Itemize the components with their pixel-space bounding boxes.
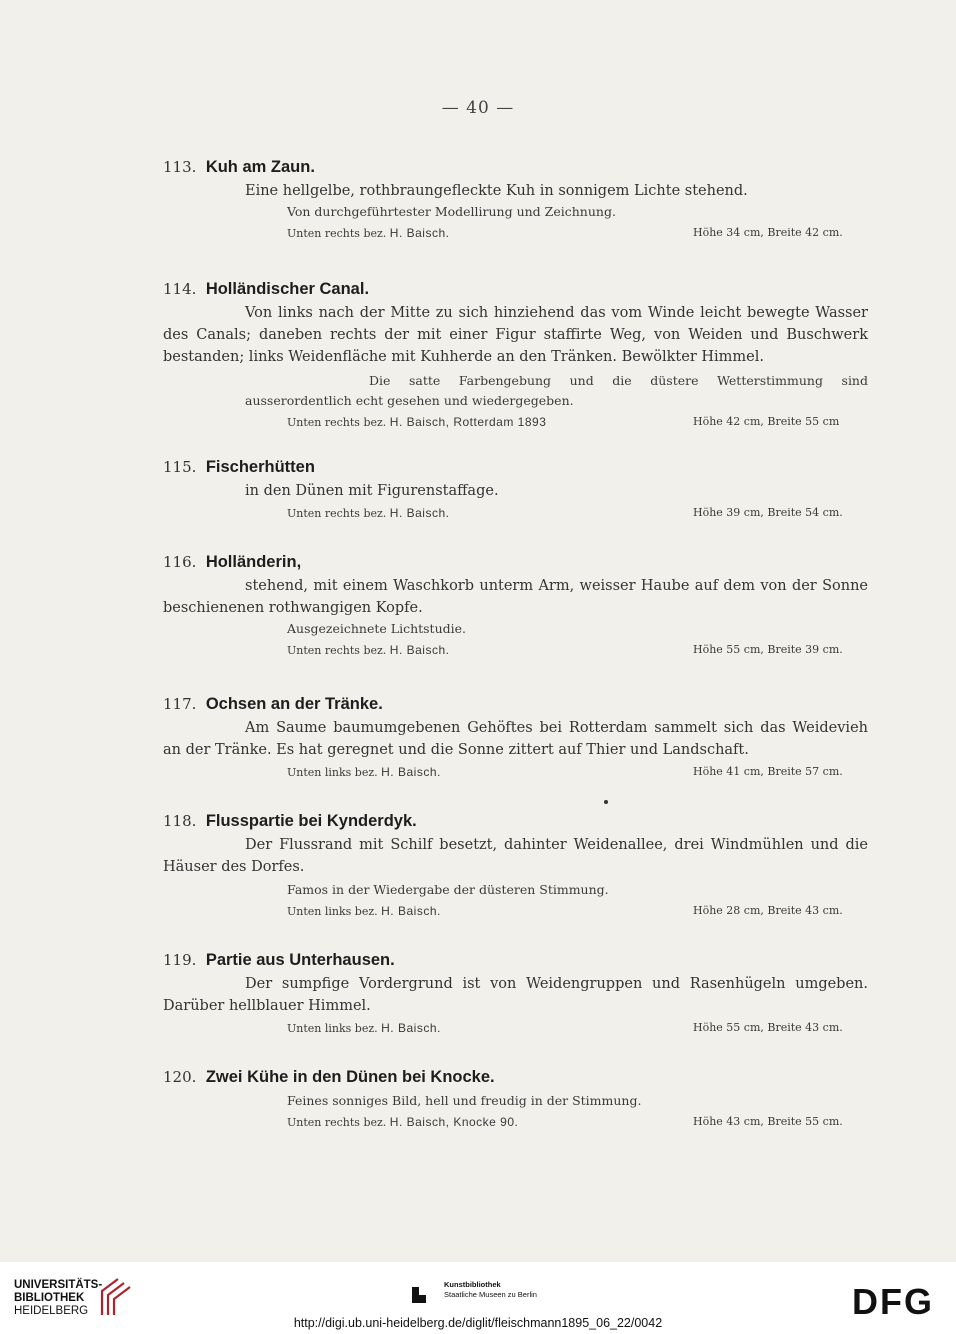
entry-note: Ausgezeichnete Lichtstudie. (287, 621, 466, 636)
entry-description (163, 717, 868, 761)
catalog-entry (163, 692, 868, 785)
entry-description (163, 180, 868, 202)
entry-description (163, 575, 868, 619)
signature-location: Unten rechts bez. (287, 416, 387, 429)
entry-description (163, 302, 868, 368)
entry-number: 116. (163, 553, 197, 571)
entry-number: 120. (163, 1068, 197, 1086)
entry-heading (163, 155, 868, 179)
entry-heading (163, 809, 868, 833)
dimensions: Höhe 43 cm, Breite 55 cm. (693, 1115, 843, 1128)
signature-location: Unten rechts bez. (287, 644, 387, 657)
dimensions: Höhe 28 cm, Breite 43 cm. (693, 904, 843, 917)
description-text: Von links nach der Mitte zu sich hinziehend das vom Winde leicht bewegte Wasser des Canals; daneben rechts der mit einer Figur staffirte Weg, von Weiden und Buschwerk bestanden; links Weidenfläche mit Kuhherde an den Tränken. Bewölkter Himmel. (163, 305, 868, 365)
entry-heading (163, 550, 868, 574)
entry-signature-line (163, 765, 868, 785)
signer-name: H. Baisch. (381, 765, 441, 779)
entry-number: 117. (163, 695, 197, 713)
description-text: in den Dünen mit Figurenstaffage. (245, 483, 499, 499)
signer-name: H. Baisch. (389, 226, 450, 240)
description-text: Der sumpfige Vordergrund ist von Weidengruppen und Rasenhügeln umgeben. Darüber hellblauer Himmel. (163, 976, 868, 1014)
entry-heading (163, 692, 868, 716)
entry-note: Feines sonniges Bild, hell und freudig in der Stimmung. (287, 1093, 642, 1108)
dimensions: Höhe 55 cm, Breite 39 cm. (693, 643, 843, 656)
entry-number: 115. (163, 458, 197, 476)
university-library-logo-icon (98, 1275, 132, 1319)
kunstbibliothek-logo-icon (408, 1285, 430, 1305)
entry-signature-line (163, 904, 868, 924)
catalog-entry (163, 948, 868, 1041)
page-number: — 40 — (441, 98, 515, 118)
entry-note: Die satte Farbengebung und die düstere Wetterstimmung sind ausserordentlich echt gesehen und wiedergegeben. (245, 373, 868, 408)
entry-description (163, 973, 868, 1017)
entry-title: Zwei Kühe in den Dünen bei Knocke. (205, 1068, 495, 1086)
dimensions: Höhe 34 cm, Breite 42 cm. (693, 226, 843, 239)
signer-name: H. Baisch. (381, 1021, 441, 1035)
entry-title: Kuh am Zaun. (205, 158, 315, 176)
entry-title: Flusspartie bei Kynderdyk. (205, 812, 417, 830)
ink-speck (604, 800, 608, 804)
university-library-logo-text (14, 1279, 102, 1318)
entry-title: Partie aus Unterhausen. (205, 951, 395, 969)
entry-signature-line (163, 1021, 868, 1041)
description-text: Eine hellgelbe, rothbraungefleckte Kuh in sonnigem Lichte stehend. (245, 183, 748, 199)
entry-title: Holländischer Canal. (205, 280, 370, 298)
library-line-3: HEIDELBERG (14, 1305, 89, 1317)
signer-name: H. Baisch, Knocke 90. (389, 1115, 519, 1129)
dimensions: Höhe 41 cm, Breite 57 cm. (693, 765, 843, 778)
entry-heading (163, 277, 868, 301)
catalog-entry (163, 550, 868, 663)
signature-location: Unten rechts bez. (287, 1116, 387, 1129)
description-text: stehend, mit einem Waschkorb unterm Arm, weisser Haube auf dem von der Sonne beschienenen rothwangigen Kopfe. (163, 578, 868, 616)
signature-location: Unten rechts bez. (287, 507, 387, 520)
signature-location: Unten links bez. (287, 1022, 378, 1035)
entry-signature-line (163, 643, 868, 663)
kb-line-2: Staatliche Museen zu Berlin (444, 1290, 537, 1299)
library-line-2: BIBLIOTHEK (14, 1292, 85, 1304)
entry-signature-line (163, 226, 868, 246)
signature-location: Unten rechts bez. (287, 227, 387, 240)
description-text: Am Saume baumumgebenen Gehöftes bei Rotterdam sammelt sich das Weidevieh an der Tränke. Es hat geregnet und die Sonne zittert auf Thier und Landschaft. (163, 720, 868, 758)
signer-name: H. Baisch. (389, 643, 450, 657)
entry-description (163, 480, 868, 502)
entry-signature-line (163, 1115, 868, 1135)
signer-name: H. Baisch. (389, 506, 450, 520)
entry-heading (163, 1065, 868, 1089)
entry-heading (163, 948, 868, 972)
signature-location: Unten links bez. (287, 905, 378, 918)
entry-number: 114. (163, 280, 197, 298)
catalog-entry (163, 277, 868, 435)
entry-number: 113. (163, 158, 197, 176)
entry-title: Holländerin, (205, 553, 302, 571)
dfg-logo: DFG (852, 1281, 934, 1322)
kunstbibliothek-logo-text (444, 1280, 537, 1300)
dimensions: Höhe 42 cm, Breite 55 cm (693, 415, 840, 428)
kb-line-1: Kunstbibliothek (444, 1280, 501, 1289)
entry-heading (163, 455, 868, 479)
catalog-entry (163, 809, 868, 924)
entry-signature-line (163, 506, 868, 526)
description-text: Der Flussrand mit Schilf besetzt, dahinter Weidenallee, drei Windmühlen und die Häuser des Dorfes. (163, 837, 868, 875)
dimensions: Höhe 55 cm, Breite 43 cm. (693, 1021, 843, 1034)
catalog-entry (163, 1065, 868, 1135)
permalink-url[interactable]: http://digi.ub.uni-heidelberg.de/diglit/fleischmann1895_06_22/0042 (293, 1316, 663, 1330)
dimensions: Höhe 39 cm, Breite 54 cm. (693, 506, 843, 519)
entry-number: 118. (163, 812, 197, 830)
entry-description (163, 834, 868, 878)
signature-location: Unten links bez. (287, 766, 378, 779)
entry-title: Fischerhütten (205, 458, 315, 476)
signer-name: H. Baisch, Rotterdam 1893 (389, 415, 547, 429)
entry-note: Famos in der Wiedergabe der düsteren Stimmung. (287, 882, 609, 897)
entry-note: Von durchgeführtester Modellirung und Zeichnung. (287, 204, 616, 219)
library-line-1: UNIVERSITÄTS- (14, 1279, 103, 1291)
entry-signature-line (163, 415, 868, 435)
catalog-entry (163, 155, 868, 246)
catalog-entry (163, 455, 868, 526)
entry-title: Ochsen an der Tränke. (205, 695, 383, 713)
signer-name: H. Baisch. (381, 904, 441, 918)
entry-number: 119. (163, 951, 197, 969)
